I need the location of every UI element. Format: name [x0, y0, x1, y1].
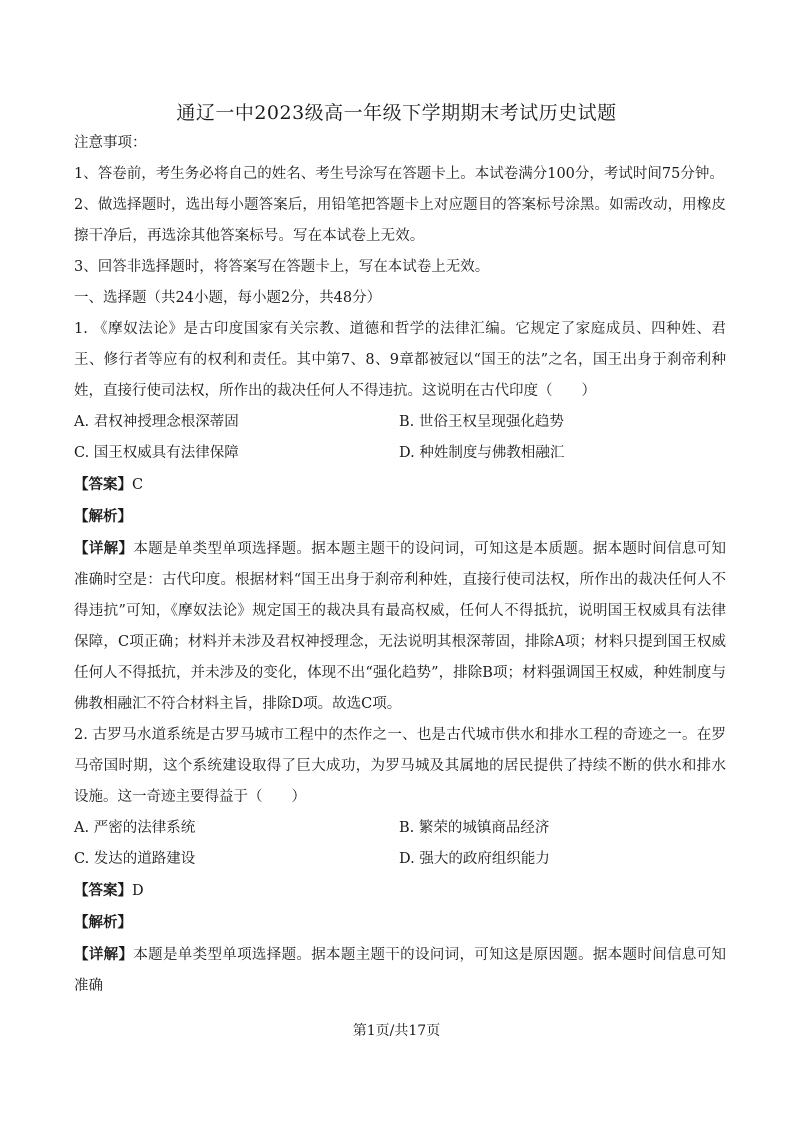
page-footer: 第1页/共17页 — [352, 1023, 441, 1039]
option-d: D. 强大的政府组织能力 — [399, 851, 550, 867]
question-2-stem: 2. 古罗马水道系统是古罗马城市工程中的杰作之一、也是古代城市供水和排水工程的奇迹之一。在罗马帝国时期，这个系统建设取得了巨大成功，为罗马城及其属地的居民提供了持续不断的供水和排水设施。这一奇迹主要得益于（ ） — [74, 727, 726, 805]
analysis-line — [74, 907, 726, 939]
question-1-stem: 1. 《摩奴法论》是古印度国家有关宗教、道德和哲学的法律汇编。它规定了家庭成员、四种姓、君王、修行者等应有的权利和责任。其中第7、8、9章都被冠以“国王的法”之名，国王出身于刹帝利种姓，直接行使司法权，所作出的裁决任何人不得违抗。这说明在古代印度（ ） — [74, 321, 726, 399]
notice-item-1: 1、答卷前，考生务必将自己的姓名、考生号涂写在答题卡上。本试卷满分100分，考试时间75分钟。 — [74, 166, 724, 182]
option-c: C. 发达的道路建设 — [74, 851, 196, 867]
page-content — [74, 128, 726, 1002]
notice-item-3: 3、回答非选择题时，将答案写在答题卡上，写在本试卷上无效。 — [74, 259, 490, 275]
option-b: B. 世俗王权呈现强化趋势 — [399, 414, 564, 430]
analysis-line — [74, 501, 726, 533]
analysis-tag: 【解析】 — [74, 914, 132, 931]
option-a: A. 君权神授理念根深蒂固 — [74, 414, 239, 430]
answer-line — [74, 875, 726, 907]
answer-tag: 【答案】 — [74, 476, 132, 493]
option-b: B. 繁荣的城镇商品经济 — [399, 820, 550, 836]
question-2-options-row-2 — [74, 844, 726, 875]
detail-text: 本题是单类型单项选择题。据本题主题干的设问词，可知这是本质题。据本题时间信息可知准确时空是：古代印度。根据材料“国王出身于刹帝利种姓，直接行使司法权，所作出的裁决任何人不得违抗”可知，《摩奴法论》规定国王的裁决具有最高权威，任何人不得抵抗，说明国王权威具有法律保障，C项正确；材料并未涉及君权神授理念，无法说明其根深蒂固，排除A项；材料只提到国王权威任何人不得抵抗，并未涉及的变化，体现不出“强化趋势”，排除B项；材料强调国王权威，种姓制度与佛教相融汇不符合材料主旨，排除D项。故选C项。 — [74, 541, 727, 712]
detail-text: 本题是单类型单项选择题。据本题主题干的设问词，可知这是原因题。据本题时间信息可知准确 — [74, 947, 727, 994]
analysis-tag: 【解析】 — [74, 508, 132, 525]
notice-item-2: 2、做选择题时，选出每小题答案后，用铅笔把答题卡上对应题目的答案标号涂黑。如需改动，用橡皮擦干净后，再选涂其他答案标号。写在本试卷上无效。 — [74, 197, 726, 244]
notice-heading: 注意事项： — [74, 135, 147, 151]
answer-line — [74, 469, 726, 501]
question-1-options-row-2 — [74, 438, 726, 469]
question-2-options-row-1 — [74, 813, 726, 844]
question-1-options-row-1 — [74, 407, 726, 438]
page-title: 通辽一中2023级高一年级下学期期末考试历史试题 — [176, 102, 617, 124]
answer-value: D — [132, 883, 144, 899]
detail-paragraph — [74, 533, 726, 720]
section-heading: 一、选择题（共24小题，每小题2分，共48分） — [74, 290, 382, 306]
detail-tag: 【详解】 — [74, 946, 134, 963]
detail-paragraph — [74, 939, 726, 1002]
option-c: C. 国王权威具有法律保障 — [74, 445, 239, 461]
answer-tag: 【答案】 — [74, 882, 132, 899]
answer-value: C — [132, 477, 144, 493]
option-a: A. 严密的法律系统 — [74, 820, 196, 836]
option-d: D. 种姓制度与佛教相融汇 — [399, 445, 565, 461]
detail-tag: 【详解】 — [74, 540, 134, 557]
